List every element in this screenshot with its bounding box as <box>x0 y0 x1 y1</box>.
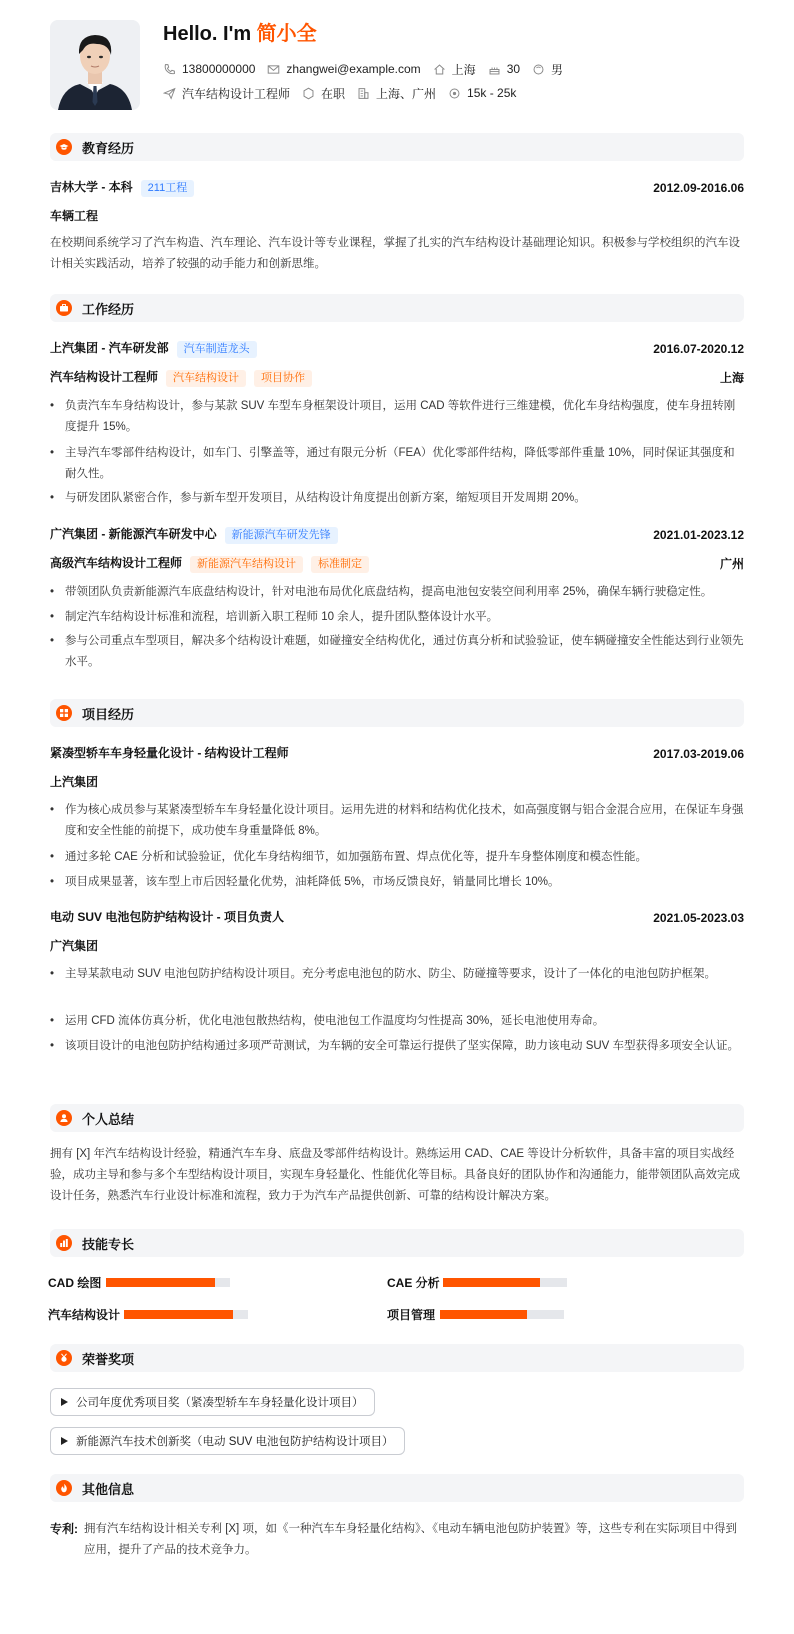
summary-text: 拥有 [X] 年汽车结构设计经验，精通汽车车身、底盘及零部件结构设计。熟练运用 CAD、CAE 等设计分析软件，具备丰富的项目实战经验，成功主导和参与多个车型结构设计项目，实现车身轻量化、性能优化等目标。具备良好的团队协作和沟通能力，能带领团队高效完成设计任务，熟悉汽车行业设计标准和流程，致力于为汽车产品提供创新、可靠的结构设计解决方案。 <box>50 1148 740 1202</box>
greeting-text: Hello. I'm <box>163 23 257 45</box>
hexagon-icon <box>302 87 315 100</box>
section-title: 项目经历 <box>82 706 135 722</box>
age-text: 30 <box>506 62 521 76</box>
mail-icon <box>267 63 280 76</box>
section-title: 个人总结 <box>82 1111 135 1127</box>
expected-city-item <box>357 85 436 102</box>
section-work <box>50 294 744 322</box>
company-name: 广汽集团 - 新能源汽车研发中心 <box>50 527 217 541</box>
list-item: • 该项目设计的电池包防护结构通过多项严苛测试，为车辆的安全可靠运行提供了坚实保障，助力该电动 SUV 车型获得多项安全认证。 <box>50 1036 744 1057</box>
phone-item <box>163 62 255 76</box>
email-item <box>267 62 420 76</box>
gender-text: 男 <box>551 62 564 77</box>
list-item: • 主导某款电动 SUV 电池包防护结构设计项目。充分考虑电池包的防水、防尘、防碰撞等要求，设计了一体化的电池包防护框架。 <box>50 964 744 985</box>
role-tag: 标准制定 <box>311 556 369 573</box>
job-company <box>50 340 257 358</box>
project-name: 紧凑型轿车车身轻量化设计 - 结构设计工程师 <box>50 746 289 760</box>
section-title: 教育经历 <box>82 140 135 156</box>
list-item: • 参与公司重点车型项目，解决多个结构设计难题，如碰撞安全结构优化，通过仿真分析和试验验证，使车辆碰撞安全性能达到行业领先水平。 <box>50 631 744 673</box>
award-item <box>50 1388 375 1416</box>
list-item: • 主导汽车零部件结构设计，如车门、引擎盖等，通过有限元分析（FEA）优化零部件结构，降低零部件重量 10%，同时保证其强度和耐久性。 <box>50 443 744 485</box>
skill-bar <box>443 1278 567 1287</box>
bar-chart-icon <box>56 1235 72 1251</box>
section-summary <box>50 1104 744 1132</box>
project-org: 上汽集团 <box>50 775 99 789</box>
section-title: 荣誉奖项 <box>82 1351 135 1367</box>
list-item: • 通过多轮 CAE 分析和试验验证，优化车身结构细节，如加强筋布置、焊点优化等，提升车身整体刚度和模态性能。 <box>50 847 744 868</box>
school-tag: 211工程 <box>141 180 195 197</box>
section-skills <box>50 1229 744 1257</box>
education-major: 车辆工程 <box>50 209 99 223</box>
phone-text: 13800000000 <box>182 62 256 76</box>
skill-bar-fill <box>443 1278 540 1287</box>
greeting-title <box>163 20 317 48</box>
job-date: 2016.07-2020.12 <box>653 342 744 356</box>
role-tag: 项目协作 <box>254 370 312 387</box>
building-icon <box>357 87 370 100</box>
education-description: 在校期间系统学习了汽车构造、汽车理论、汽车设计等专业课程，掌握了扎实的汽车结构设计基础理论知识。积极参与学校组织的汽车设计相关实践活动，培养了较强的动手能力和创新思维。 <box>50 237 740 270</box>
skill-name: CAE 分析 <box>387 1276 440 1290</box>
coin-icon <box>448 87 461 100</box>
play-triangle-icon <box>61 1398 68 1406</box>
award-text: 新能源汽车技术创新奖（电动 SUV 电池包防护结构设计项目） <box>76 1436 394 1448</box>
role-name: 汽车结构设计工程师 <box>50 370 159 384</box>
company-tag: 新能源汽车研发先锋 <box>225 527 338 544</box>
section-education <box>50 133 744 161</box>
school-name: 吉林大学 - 本科 <box>50 180 133 194</box>
role-name: 高级汽车结构设计工程师 <box>50 556 183 570</box>
skill-name: CAD 绘图 <box>48 1276 102 1290</box>
list-item: • 带领团队负责新能源汽车底盘结构设计，针对电池布局优化底盘结构，提高电池包安装空间利用率 25%，确保车辆行驶稳定性。 <box>50 582 744 603</box>
list-item: • 制定汽车结构设计标准和流程，培训新入职工程师 10 余人，提升团队整体设计水平。 <box>50 607 744 628</box>
candidate-name: 简小全 <box>256 23 317 45</box>
project-org: 广汽集团 <box>50 939 99 953</box>
award-item <box>50 1427 405 1455</box>
graduation-cap-icon <box>56 139 72 155</box>
skill-name: 汽车结构设计 <box>48 1308 121 1322</box>
list-item: • 运用 CFD 流体仿真分析，优化电池包散热结构，使电池包工作温度均匀性提高 30%，延长电池使用寿命。 <box>50 1011 744 1032</box>
city-text: 上海 <box>451 62 476 77</box>
patent-text: 拥有汽车结构设计相关专利 [X] 项，如《一种汽车车身轻量化结构》、《电动车辆电池包防护装置》等，这些专利在实际项目中得到应用，提升了产品的技术竞争力。 <box>84 1523 737 1556</box>
role-tag: 汽车结构设计 <box>166 370 246 387</box>
role-tag: 新能源汽车结构设计 <box>190 556 303 573</box>
resume-header <box>50 20 750 115</box>
skill-bar <box>440 1310 564 1319</box>
avatar-portrait-icon <box>50 20 140 110</box>
skill-name: 项目管理 <box>387 1308 436 1322</box>
flame-icon <box>56 1480 72 1496</box>
briefcase-icon <box>56 300 72 316</box>
email-text: zhangwei@example.com <box>286 62 421 76</box>
job-company <box>50 526 338 544</box>
skill-bar <box>124 1310 248 1319</box>
section-title: 工作经历 <box>82 301 135 317</box>
job-date: 2021.01-2023.12 <box>653 528 744 542</box>
company-name: 上汽集团 - 汽车研发部 <box>50 341 169 355</box>
list-item: • 与研发团队紧密合作，参与新车型开发项目，从结构设计角度提出创新方案，缩短项目开发周期 20%。 <box>50 488 744 509</box>
play-triangle-icon <box>61 1437 68 1445</box>
position-text: 汽车结构设计工程师 <box>182 86 291 101</box>
job-city: 上海 <box>719 371 744 385</box>
section-projects <box>50 699 744 727</box>
skill-bar <box>106 1278 230 1287</box>
award-text: 公司年度优秀项目奖（紧凑型轿车车身轻量化设计项目） <box>76 1397 364 1409</box>
status-text: 在职 <box>321 86 346 101</box>
job-role <box>50 555 369 573</box>
salary-text: 15k - 25k <box>467 86 517 100</box>
medal-icon <box>56 1350 72 1366</box>
status-item <box>302 85 345 102</box>
position-item <box>163 85 290 102</box>
section-other <box>50 1474 744 1502</box>
gender-icon <box>532 63 545 76</box>
skill-bar-fill <box>440 1310 527 1319</box>
project-name: 电动 SUV 电池包防护结构设计 - 项目负责人 <box>50 910 285 924</box>
company-tag: 汽车制造龙头 <box>177 341 257 358</box>
expected-city-text: 上海、广州 <box>376 86 437 101</box>
section-awards <box>50 1344 744 1372</box>
section-title: 技能专长 <box>82 1236 135 1252</box>
phone-icon <box>163 63 176 76</box>
avatar <box>50 20 140 110</box>
patent-label: 专利: <box>50 1522 78 1536</box>
user-icon <box>56 1110 72 1126</box>
send-icon <box>163 87 176 100</box>
salary-item <box>448 86 516 100</box>
grid-icon <box>56 705 72 721</box>
project-date: 2021.05-2023.03 <box>653 911 744 925</box>
list-item: • 负责汽车车身结构设计，参与某款 SUV 车型车身框架设计项目，运用 CAD 等软件进行三维建模，优化车身结构强度，使车身扭转刚度提升 15%。 <box>50 396 744 438</box>
list-item: • 项目成果显著，该车型上市后因轻量化优势，油耗降低 5%，市场反馈良好，销量同比增长 10%。 <box>50 872 744 893</box>
education-school <box>50 179 194 197</box>
education-date: 2012.09-2016.06 <box>653 181 744 195</box>
list-item: • 作为核心成员参与某紧凑型轿车车身轻量化设计项目。运用先进的材料和结构优化技术，如高强度钢与铝合金混合应用，在保证车身强度和安全性能的前提下，成功使车身重量降低 8%。 <box>50 800 744 842</box>
section-title: 其他信息 <box>82 1481 135 1497</box>
job-intent-row <box>163 84 528 102</box>
project-date: 2017.03-2019.06 <box>653 747 744 761</box>
job-role <box>50 369 312 387</box>
job-city: 广州 <box>719 557 744 571</box>
city-item <box>433 61 476 78</box>
skill-bar-fill <box>106 1278 215 1287</box>
contact-row <box>163 60 575 78</box>
cake-icon <box>488 63 501 76</box>
gender-item <box>532 61 563 78</box>
home-icon <box>433 63 446 76</box>
age-item <box>488 62 520 76</box>
skill-bar-fill <box>124 1310 233 1319</box>
